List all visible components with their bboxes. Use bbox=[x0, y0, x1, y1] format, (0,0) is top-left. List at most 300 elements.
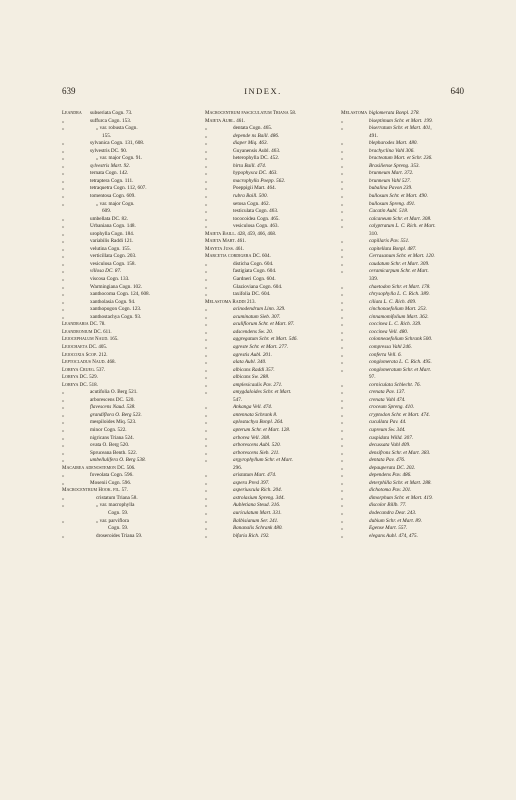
index-entry bbox=[341, 110, 476, 118]
ditto-mark: „ bbox=[341, 306, 344, 313]
index-entry bbox=[62, 352, 204, 360]
ditto-mark: „ bbox=[62, 147, 65, 154]
entry-text: amplexicaulis Pav. 271. bbox=[233, 381, 283, 388]
entry-text: ciliata L. C. Rich. 409. bbox=[369, 298, 417, 305]
ditto-mark: „ bbox=[341, 381, 344, 388]
index-entry bbox=[62, 238, 204, 246]
ditto-mark: „ bbox=[62, 419, 65, 426]
index-entry bbox=[341, 246, 476, 254]
ditto-mark: „ bbox=[62, 396, 65, 403]
index-entry bbox=[62, 193, 204, 201]
genus-name: Leandronium DC. 611. bbox=[62, 329, 112, 335]
entry-text: minor Cogn. 522. bbox=[90, 426, 127, 433]
index-entry bbox=[62, 382, 204, 390]
entry-text: arborea Vell. 308. bbox=[233, 434, 271, 441]
genus-name: Loreya DC. 529. bbox=[62, 375, 98, 381]
ditto-mark: „ bbox=[205, 389, 208, 396]
index-entry bbox=[62, 374, 204, 382]
entry-text: colonneaefolium Schrank 500. bbox=[369, 336, 433, 343]
ditto-mark: „ bbox=[341, 253, 344, 260]
entry-text: velutina Cogn. 155. bbox=[90, 245, 131, 252]
genus-name: Marcetia cordigera DC. 604. bbox=[205, 254, 271, 260]
index-entry bbox=[341, 133, 476, 141]
ditto-mark: „ bbox=[205, 494, 208, 501]
ditto-mark: „ bbox=[341, 291, 344, 298]
page-header bbox=[62, 86, 464, 100]
index-entry bbox=[205, 193, 347, 201]
ditto-mark: „ bbox=[205, 404, 208, 411]
ditto-mark: „ bbox=[341, 125, 344, 132]
ditto-mark: „ bbox=[341, 343, 344, 350]
ditto-mark: „ bbox=[341, 238, 344, 245]
entry-text: grandiflora O. Berg 523. bbox=[90, 411, 142, 418]
ditto-mark: „ bbox=[62, 215, 65, 222]
entry-text: asperiuscula Rich. 204. bbox=[233, 487, 282, 494]
genus-name: Maieta Aubl. 461. bbox=[205, 118, 245, 124]
index-entry bbox=[62, 125, 204, 133]
index-entry bbox=[205, 427, 347, 435]
index-entry bbox=[62, 465, 204, 473]
entry-text: caudatum Schr. et Mart. 309. bbox=[369, 260, 430, 267]
ditto-mark: „ bbox=[62, 411, 65, 418]
page-number-left: 639 bbox=[62, 86, 76, 96]
ditto-mark: „ bbox=[205, 442, 208, 449]
entry-text: bifaria Rich. 192. bbox=[233, 532, 270, 539]
index-entry bbox=[62, 404, 204, 412]
ditto-mark: „ bbox=[341, 215, 344, 222]
ditto-mark: „ bbox=[341, 208, 344, 215]
index-entry bbox=[62, 291, 204, 299]
index-entry bbox=[205, 118, 347, 126]
index-entry bbox=[62, 276, 204, 284]
index-entry bbox=[205, 442, 347, 450]
index-entry bbox=[205, 268, 347, 276]
entry-text: adscendens Sw. 20. bbox=[233, 328, 273, 335]
index-entry bbox=[341, 419, 476, 427]
index-entry bbox=[205, 382, 347, 390]
entry-text: fastigiata Cogn. 604. bbox=[233, 268, 277, 275]
entry-text: astrolasium Spreng. 344. bbox=[233, 494, 285, 501]
entry-text: antennata Schrank 8. bbox=[233, 411, 278, 418]
ditto-mark: „ bbox=[341, 502, 344, 509]
genus-name: Macrocentrum Hook. fil. 57. bbox=[62, 488, 128, 494]
page-title: INDEX. bbox=[244, 86, 282, 96]
entry-text: sylvanica Cogn. 131, 608. bbox=[90, 140, 145, 147]
ditto-mark: „ bbox=[205, 419, 208, 426]
entry-text: droseroides Triana 59. bbox=[96, 532, 143, 539]
entry-text: arborescens Aubl. 520. bbox=[233, 442, 281, 449]
entry-text: coccinea Vell. 480. bbox=[369, 328, 409, 335]
index-entry bbox=[205, 291, 347, 299]
entry-text: brachyclina Vahl 306. bbox=[369, 147, 415, 154]
genus-name: Melastoma Raddi 213. bbox=[205, 299, 256, 305]
index-entry bbox=[341, 510, 476, 518]
index-entry bbox=[62, 495, 204, 503]
index-entry bbox=[341, 216, 476, 224]
ditto-mark: „ bbox=[205, 509, 208, 516]
entry-text: tomentosa Cogn. 609. bbox=[90, 193, 136, 200]
ditto-mark: „ bbox=[205, 434, 208, 441]
ditto-mark: „ bbox=[341, 411, 344, 418]
entry-text: compressa Vahl 246. bbox=[369, 343, 412, 350]
index-entry bbox=[205, 480, 347, 488]
ditto-mark: „ bbox=[341, 426, 344, 433]
ditto-mark: „ bbox=[205, 381, 208, 388]
entry-text: Mosenii Cogn. 596. bbox=[90, 479, 132, 486]
ditto-mark: „ bbox=[62, 442, 65, 449]
index-entry bbox=[62, 397, 204, 405]
entry-text: „ var. macrophylla bbox=[96, 502, 135, 509]
entry-text: „ var. parviflora bbox=[96, 517, 129, 524]
index-entry bbox=[205, 170, 347, 178]
ditto-mark: „ bbox=[341, 298, 344, 305]
entry-text: albicans Raddi 357. bbox=[233, 366, 275, 373]
entry-text: mespiloides Miq. 523. bbox=[90, 419, 137, 426]
ditto-mark: „ bbox=[62, 177, 65, 184]
index-entry bbox=[62, 170, 204, 178]
index-entry bbox=[205, 125, 347, 133]
ditto-mark: „ bbox=[205, 132, 208, 139]
ditto-mark: „ bbox=[62, 200, 65, 207]
index-entry bbox=[205, 336, 347, 344]
ditto-mark: „ bbox=[205, 532, 208, 539]
ditto-mark: „ bbox=[62, 532, 65, 539]
entry-text: cryptodon Schr. et Mart. 474. bbox=[369, 411, 430, 418]
ditto-mark: „ bbox=[205, 487, 208, 494]
ditto-mark: „ bbox=[205, 155, 208, 162]
entry-text: agreste Schr. et Mart. 277. bbox=[233, 343, 288, 350]
entry-text: calyptratum L. C. Rich. et Mart. bbox=[369, 223, 436, 230]
entry-text: amygdaloides Schr. et Mart. bbox=[233, 389, 292, 396]
entry-text: acuminatum Sieb. 307. bbox=[233, 313, 281, 320]
ditto-mark: „ bbox=[341, 442, 344, 449]
entry-text: biglomerata Bonpl. 278. bbox=[369, 110, 420, 116]
index-entry bbox=[205, 185, 347, 193]
ditto-mark: „ bbox=[205, 351, 208, 358]
ditto-mark: „ bbox=[341, 162, 344, 169]
index-entry bbox=[62, 367, 204, 375]
ditto-mark: „ bbox=[205, 426, 208, 433]
index-entry bbox=[205, 110, 347, 118]
entry-text: Poeppigii Mart. 464. bbox=[233, 185, 276, 192]
ditto-mark: „ bbox=[62, 230, 65, 237]
genus-name: Loreya Crueg. 537. bbox=[62, 367, 106, 373]
entry-text: heterophylla DC. 452. bbox=[233, 155, 280, 162]
index-entry bbox=[341, 261, 476, 269]
ditto-mark: „ bbox=[205, 185, 208, 192]
ditto-mark: „ bbox=[205, 200, 208, 207]
entry-text: densifrons Schr. et Mart. 383. bbox=[369, 449, 431, 456]
ditto-mark: „ bbox=[62, 125, 65, 132]
ditto-mark: „ bbox=[62, 479, 65, 486]
ditto-mark: „ bbox=[205, 283, 208, 290]
entry-text: depende ns Baill. 486. bbox=[233, 132, 280, 139]
index-entry bbox=[62, 442, 204, 450]
entry-text: 339. bbox=[369, 276, 379, 283]
index-entry bbox=[205, 329, 347, 337]
index-entry bbox=[62, 336, 204, 344]
entry-text: elegans Aubl. 474, 475. bbox=[369, 532, 418, 539]
entry-text: 97. bbox=[369, 374, 376, 381]
index-entry bbox=[62, 472, 204, 480]
index-entry bbox=[62, 223, 204, 231]
entry-text: vesiculosa Cogn. 158. bbox=[90, 260, 136, 267]
entry-text: brunneum Mart. 372. bbox=[369, 170, 414, 177]
index-entry bbox=[341, 518, 476, 526]
index-entry bbox=[62, 518, 204, 526]
entry-text: disticha Cogn. 604. bbox=[233, 260, 274, 267]
ditto-mark: „ bbox=[341, 200, 344, 207]
entry-text: 609. bbox=[102, 208, 112, 215]
entry-text: diaper Miq. 463. bbox=[233, 140, 268, 147]
ditto-mark: „ bbox=[205, 223, 208, 230]
entry-text: ovata O. Berg 520. bbox=[90, 442, 130, 449]
ditto-mark: „ bbox=[205, 479, 208, 486]
entry-text: xanthocoma Cogn. 124, 608. bbox=[90, 291, 150, 298]
entry-text: biserratum Schr. et Mart. 401, bbox=[369, 125, 432, 132]
index-entry bbox=[205, 502, 347, 510]
index-entry bbox=[62, 163, 204, 171]
entry-text: calcaneum Schr. et Mart. 308. bbox=[369, 215, 432, 222]
entry-text: umbellulifera O. Berg 538. bbox=[90, 457, 146, 464]
entry-text: aspera Presl 397. bbox=[233, 479, 270, 486]
entry-text: 491. bbox=[369, 132, 379, 139]
index-entry bbox=[205, 457, 347, 465]
ditto-mark: „ bbox=[341, 396, 344, 403]
entry-text: setosa Cogn. 462. bbox=[233, 200, 270, 207]
index-entry bbox=[205, 140, 347, 148]
index-entry bbox=[62, 525, 204, 533]
index-entry bbox=[205, 389, 347, 397]
index-entry bbox=[341, 450, 476, 458]
index-entry bbox=[205, 223, 347, 231]
entry-text: rubra Baill. 500. bbox=[233, 193, 268, 200]
index-entry bbox=[205, 359, 347, 367]
ditto-mark: „ bbox=[341, 449, 344, 456]
entry-text: Cogn. 59. bbox=[108, 525, 129, 532]
entry-text: vesiculosa Cogn. 463. bbox=[233, 223, 279, 230]
index-entry bbox=[205, 299, 347, 307]
index-entry bbox=[341, 148, 476, 156]
entry-text: aggregatum Schr. et Mart. 546. bbox=[233, 336, 298, 343]
index-entry bbox=[341, 344, 476, 352]
index-entry bbox=[341, 118, 476, 126]
index-entry bbox=[205, 178, 347, 186]
entry-text: 296. bbox=[233, 464, 243, 471]
entry-text: Balbisianum Ser. 241. bbox=[233, 517, 279, 524]
index-entry bbox=[62, 155, 204, 163]
ditto-mark: „ bbox=[62, 313, 65, 320]
index-entry bbox=[341, 352, 476, 360]
index-entry bbox=[205, 472, 347, 480]
index-entry bbox=[62, 314, 204, 322]
entry-text: capillaris Pav. 551. bbox=[369, 238, 410, 245]
ditto-mark: „ bbox=[341, 260, 344, 267]
index-entry bbox=[341, 314, 476, 322]
index-entry bbox=[341, 412, 476, 420]
genus-name: Leiocephalum Naud. 165. bbox=[62, 337, 119, 343]
index-entry bbox=[62, 284, 204, 292]
entry-text: biseptimum Schr. et Mart. 199. bbox=[369, 117, 433, 124]
index-entry bbox=[205, 155, 347, 163]
ditto-mark: „ bbox=[341, 170, 344, 177]
ditto-mark: „ bbox=[205, 276, 208, 283]
index-entry bbox=[62, 231, 204, 239]
ditto-mark: „ bbox=[205, 517, 208, 524]
entry-text: villosa DC. 87. bbox=[90, 268, 122, 275]
entry-text: subseriata Cogn. 73. bbox=[90, 110, 133, 116]
entry-text: dentata Pav. 476. bbox=[369, 457, 406, 464]
genus-name: Maieta Baill. 428, 459, 466, 468. bbox=[205, 231, 277, 237]
index-entry bbox=[205, 246, 347, 254]
ditto-mark: „ bbox=[341, 517, 344, 524]
entry-text: testiculata Cogn. 463. bbox=[233, 208, 279, 215]
index-entry bbox=[62, 253, 204, 261]
index-entry bbox=[205, 216, 347, 224]
entry-text: tetraquetra Cogn. 112, 607. bbox=[90, 185, 147, 192]
index-entry bbox=[341, 457, 476, 465]
entry-text: sylvestris Mart. 92. bbox=[90, 162, 131, 169]
genus-name: Leiocoxia Scop. 212. bbox=[62, 352, 108, 358]
ditto-mark: „ bbox=[205, 457, 208, 464]
index-entry bbox=[341, 465, 476, 473]
index-entry bbox=[62, 450, 204, 458]
ditto-mark: „ bbox=[341, 147, 344, 154]
index-entry bbox=[205, 412, 347, 420]
entry-text: 547. bbox=[233, 396, 243, 403]
ditto-mark: „ bbox=[62, 276, 65, 283]
entry-text: ceramicarpum Schr. et Mart. bbox=[369, 268, 429, 275]
index-entry bbox=[62, 329, 204, 337]
ditto-mark: „ bbox=[341, 185, 344, 192]
genus-name: Leandraria DC. 78. bbox=[62, 322, 106, 328]
entry-text: albicans Sw. 288. bbox=[233, 374, 270, 381]
entry-text: Warmingiana Cogn. 102. bbox=[90, 283, 143, 290]
index-entry bbox=[341, 231, 476, 239]
ditto-mark: „ bbox=[62, 260, 65, 267]
entry-text: dimorphum Schr. et Mart. 419. bbox=[369, 494, 433, 501]
entry-text: ternata Cogn. 142. bbox=[90, 170, 129, 177]
entry-text: „ var. major Cogn. 91. bbox=[96, 155, 143, 162]
index-column-3 bbox=[341, 110, 476, 540]
index-entry bbox=[341, 185, 476, 193]
entry-text: alata Aubl. 340. bbox=[233, 359, 267, 366]
index-entry bbox=[205, 231, 347, 239]
entry-text: tococoidea Cogn. 465. bbox=[233, 215, 280, 222]
index-entry bbox=[62, 178, 204, 186]
entry-text: Bananalis Schrank 480. bbox=[233, 525, 283, 532]
entry-text: deterphilla Schr. et Mart. 288. bbox=[369, 479, 432, 486]
entry-text: viscosa Cogn. 133. bbox=[90, 276, 130, 283]
ditto-mark: „ bbox=[341, 366, 344, 373]
index-entry bbox=[62, 201, 204, 209]
ditto-mark: „ bbox=[341, 487, 344, 494]
index-entry bbox=[341, 155, 476, 163]
ditto-mark: „ bbox=[341, 245, 344, 252]
genus-name: Loreya DC. 518. bbox=[62, 382, 98, 388]
ditto-mark: „ bbox=[205, 328, 208, 335]
index-entry bbox=[341, 487, 476, 495]
index-entry bbox=[205, 518, 347, 526]
page-number-right: 640 bbox=[450, 86, 464, 96]
ditto-mark: „ bbox=[341, 494, 344, 501]
entry-text: cristatum Triana 58. bbox=[96, 494, 138, 501]
entry-text: Cacatin Aubl. 518. bbox=[369, 208, 409, 215]
entry-text: xantholasia Cogn. 94. bbox=[90, 298, 136, 305]
index-entry bbox=[341, 427, 476, 435]
ditto-mark: „ bbox=[62, 306, 65, 313]
entry-text: hypophysca DC. 463. bbox=[233, 170, 278, 177]
index-entry bbox=[341, 268, 476, 276]
entry-text: discolor Billb. 77. bbox=[369, 502, 407, 509]
entry-text: blepharodes Mart. 480. bbox=[369, 140, 418, 147]
ditto-mark: „ bbox=[205, 268, 208, 275]
index-entry bbox=[205, 352, 347, 360]
ditto-mark: „ bbox=[62, 291, 65, 298]
index-entry bbox=[62, 208, 204, 216]
entry-text: dodecandra Desr. 243. bbox=[369, 509, 417, 516]
entry-text: tetraptera Cogn. 111. bbox=[90, 177, 134, 184]
ditto-mark: „ bbox=[205, 260, 208, 267]
index-entry bbox=[341, 404, 476, 412]
ditto-mark: „ bbox=[62, 494, 65, 501]
ditto-mark: „ bbox=[341, 117, 344, 124]
entry-text: apterum Schr. et Mart. 128. bbox=[233, 426, 291, 433]
index-entry bbox=[341, 533, 476, 541]
index-entry bbox=[205, 133, 347, 141]
index-entry bbox=[205, 419, 347, 427]
index-entry bbox=[205, 314, 347, 322]
entry-text: dentata Cogn. 465. bbox=[233, 125, 273, 132]
genus-name: Leandra bbox=[62, 111, 82, 116]
ditto-mark: „ bbox=[341, 525, 344, 532]
entry-text: depauperata DC. 202. bbox=[369, 464, 416, 471]
ditto-mark: „ bbox=[205, 125, 208, 132]
ditto-mark: „ bbox=[341, 464, 344, 471]
entry-text: Egense Mart. 557. bbox=[369, 525, 408, 532]
index-entry bbox=[62, 412, 204, 420]
index-entry bbox=[62, 344, 204, 352]
entry-text: Cogn. 59. bbox=[108, 509, 129, 516]
index-entry bbox=[341, 321, 476, 329]
ditto-mark: „ bbox=[341, 532, 344, 539]
index-entry bbox=[341, 329, 476, 337]
ditto-mark: „ bbox=[62, 140, 65, 147]
entry-text: capitellata Bonpl. 487. bbox=[369, 245, 417, 252]
entry-text: bullosum Spreng. 491. bbox=[369, 200, 416, 207]
index-entry bbox=[62, 185, 204, 193]
ditto-mark: „ bbox=[341, 479, 344, 486]
index-entry bbox=[62, 261, 204, 269]
index-entry bbox=[341, 359, 476, 367]
ditto-mark: „ bbox=[62, 238, 65, 245]
ditto-mark: „ bbox=[341, 313, 344, 320]
index-entry bbox=[205, 344, 347, 352]
ditto-mark: „ bbox=[205, 170, 208, 177]
index-column-2 bbox=[205, 110, 347, 540]
index-entry bbox=[341, 495, 476, 503]
entry-text: Aubletiana Steud. 316. bbox=[233, 502, 281, 509]
ditto-mark: „ bbox=[205, 502, 208, 509]
ditto-mark: „ bbox=[205, 472, 208, 479]
index-entry bbox=[341, 472, 476, 480]
ditto-mark: „ bbox=[205, 411, 208, 418]
entry-text: „ var. major Cogn. bbox=[96, 200, 135, 207]
ditto-mark: „ bbox=[62, 389, 65, 396]
index-entry bbox=[341, 170, 476, 178]
index-entry bbox=[62, 419, 204, 427]
index-entry bbox=[62, 268, 204, 276]
